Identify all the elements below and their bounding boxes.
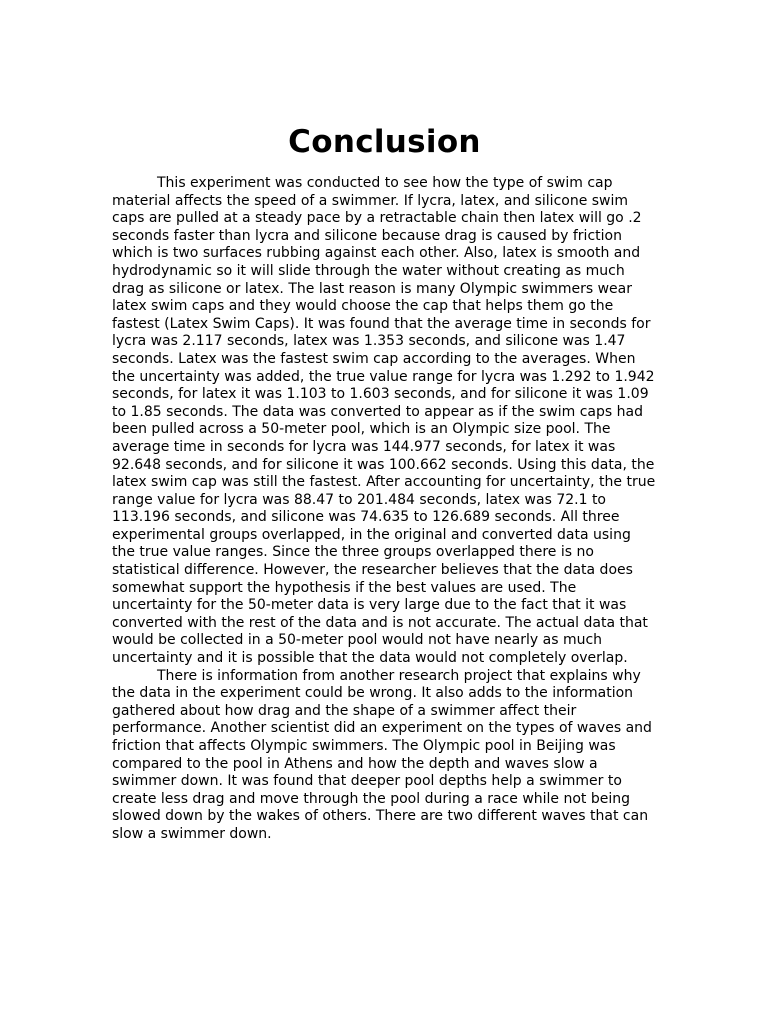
document-page <box>112 120 657 844</box>
paragraph-related-research: There is information from another research project that explains why the data in the experiment could be wrong. It also adds to the information gathered about how drag and the shape of a swimmer affect their performance. Another scientist did an experiment on the types of waves and friction that affects Olympic swimmers. The Olympic pool in Beijing was compared to the pool in Athens and how the depth and waves slow a swimmer down. It was found that deeper pool depths help a swimmer to create less drag and move through the pool during a race while not being slowed down by the wakes of others. There are two different waves that can slow a swimmer down. <box>112 667 652 842</box>
page-title: Conclusion <box>288 124 481 160</box>
paragraph-experiment-summary: This experiment was conducted to see how the type of swim cap material affects the speed of a swimmer. If lycra, latex, and silicone swim caps are pulled at a steady pace by a retractable chain then latex will go .2 seconds faster than lycra and silicone because drag is caused by friction which is two surfaces rubbing against each other. Also, latex is smooth and hydrodynamic so it will slide through the water without creating as much drag as silicone or latex. The last reason is many Olympic swimmers wear latex swim caps and they would choose the cap that helps them go the fastest (Latex Swim Caps). It was found that the average time in seconds for lycra was 2.117 seconds, latex was 1.353 seconds, and silicone was 1.47 seconds. Latex was the fastest swim cap according to the averages. When the uncertainty was added, the true value range for lycra was 1.292 to 1.942 seconds, for latex it was 1.103 to 1.603 seconds, and for silicone it was 1.09 to 1.85 seconds. The data was converted to appear as if the swim caps had been pulled across a 50-meter pool, which is an Olympic size pool. The average time in seconds for lycra was 144.977 seconds, for latex it was 92.648 seconds, and for silicone it was 100.662 seconds. Using this data, the latex swim cap was still the fastest. After accounting for uncertainty, the true range value for lycra was 88.47 to 201.484 seconds, latex was 72.1 to 113.196 seconds, and silicone was 74.635 to 126.689 seconds. All three experimental groups overlapped, in the original and converted data using the true value ranges. Since the three groups overlapped there is no statistical difference. However, the researcher believes that the data does somewhat support the hypothesis if the best values are used. The uncertainty for the 50-meter data is very large due to the fact that it was converted with the rest of the data and is not accurate. The actual data that would be collected in a 50-meter pool would not have nearly as much uncertainty and it is possible that the data would not completely overlap. <box>112 175 656 667</box>
document-body <box>112 175 657 844</box>
